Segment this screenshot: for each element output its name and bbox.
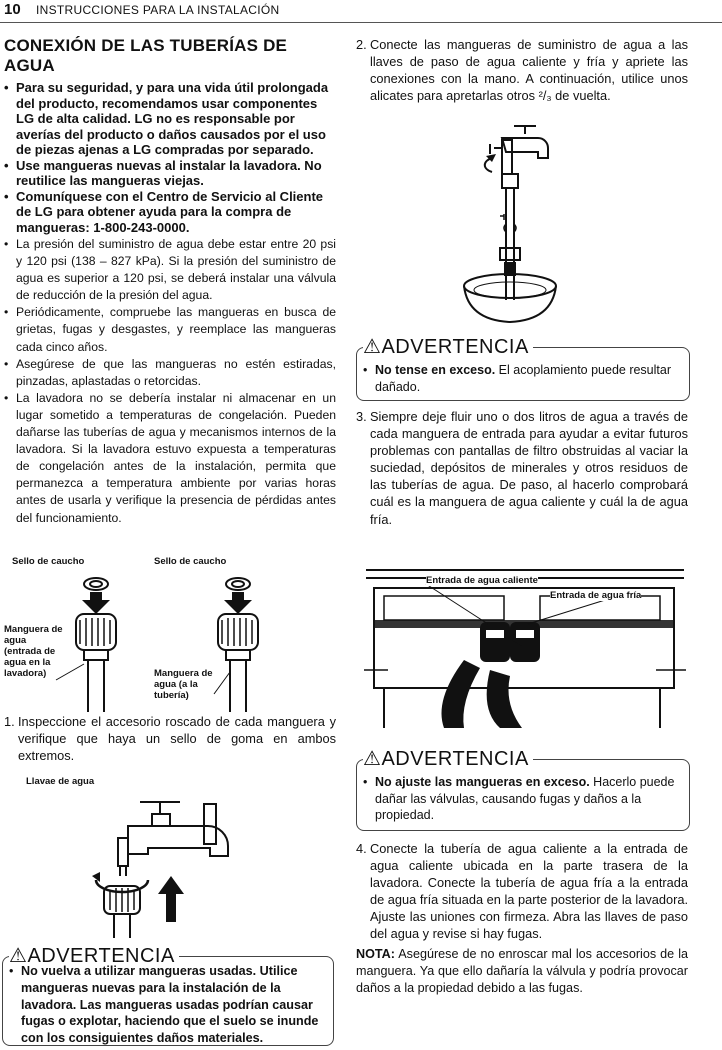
bold-bullet-list xyxy=(4,80,336,235)
bullet-pressure: • La presión del suministro de agua debe estar entre 20 psi y 120 psi (138 – 827 kPa). Si la presión del suministro de agua es superior a 120 psi, se deberá instalar una válvula de reducción de la presión del agua. xyxy=(4,236,336,304)
page-header xyxy=(0,0,722,23)
label-hot-inlet: Entrada de agua caliente xyxy=(426,575,538,586)
label-hose-right: Manguera de agua (a la tubería) xyxy=(154,668,213,701)
note-text: Asegúrese de no enroscar mal los accesorios de la manguera. Ya que ello dañaría la válvula y podría provocar daños a la propiedad debido a las fugas. xyxy=(356,947,688,995)
warning-box-1 xyxy=(2,945,334,1046)
hose-seals-illustration xyxy=(0,552,340,712)
label-cold-inlet: Entrada de agua fría xyxy=(550,590,642,601)
figure-faucet xyxy=(0,768,340,938)
step-4 xyxy=(356,840,688,943)
note-label: NOTA: xyxy=(356,947,395,961)
header-title: INSTRUCCIONES PARA LA INSTALACIÓN xyxy=(36,3,280,17)
step-1-text: Inspeccione el accesorio roscado de cada manguera y verifique que haya un sello de goma en ambos extremos. xyxy=(18,714,336,764)
step-2 xyxy=(356,36,688,104)
warning-box-3 xyxy=(356,748,690,831)
bullet-new-hoses: • Use mangueras nuevas al instalar la lavadora. No reutilice las mangueras viejas. xyxy=(4,158,336,189)
regular-bullet-list xyxy=(4,236,336,527)
bullet-freezing: • La lavadora no se debería instalar ni almacenar en un lugar sometido a temperaturas de congelación. Pueden dañarse las tuberías de agua y mecanismos internos de la lavadora. Si la lavadora estuvo expuesta a temperaturas de congelación antes de la instalación, permita que permanezca a temperatura ambiente por varias horas antes de usarla y verifique la presencia de pérdidas antes del funcionamiento. xyxy=(4,390,336,527)
step-1-number: 1. xyxy=(4,714,15,729)
warning-2-title: ⚠ADVERTENCIA xyxy=(363,334,533,359)
warning-1-text: • No vuelva a utilizar mangueras usadas. Utilice mangueras nuevas para la instalación de la lavadora. Las mangueras usadas podrían causar fugas o explotar, haciendo que el suelo se inunde con los consiguientes daños materiales. xyxy=(9,963,327,1047)
note xyxy=(356,946,688,996)
warning-box-2 xyxy=(356,336,690,401)
step-3-number: 3. xyxy=(356,409,367,424)
warning-3-title: ⚠ADVERTENCIA xyxy=(363,746,533,771)
figure-washer-inlets xyxy=(360,560,690,728)
warning-3-text: • No ajuste las mangueras en exceso. Hacerlo puede dañar las válvulas, causando fugas y daños a la propiedad. xyxy=(363,774,683,824)
bullet-no-kinks: • Asegúrese de que las mangueras no estén estiradas, pinzadas, aplastadas o retorcidas. xyxy=(4,356,336,390)
step-1 xyxy=(4,713,336,764)
faucet-bucket-illustration xyxy=(440,118,640,328)
bullet-inspect-hoses: • Periódicamente, compruebe las mangueras en busca de grietas, fugas y desgastes, y reemplace las mangueras cada cinco años. xyxy=(4,304,336,355)
step-3-text: Siempre deje fluir uno o dos litros de agua a través de cada manguera de entrada para ayudar a evitar futuros problemas con pantallas de filtro obstruidas al vaciar la suciedad, depósitos de minerales y otros residuos de las tuberías de agua. De paso, al hacerlo comprobará cuál es la manguera de agua caliente y cuál la de agua fría. xyxy=(370,409,688,527)
step-4-number: 4. xyxy=(356,841,367,856)
page-number: 10 xyxy=(4,1,21,18)
bullet-service-center: • Comuníquese con el Centro de Servicio al Cliente de LG para obtener ayuda para la compra de mangueras: 1-800-243-0000. xyxy=(4,189,336,236)
faucet-illustration xyxy=(0,768,340,938)
bullet-quality-parts: • Para su seguridad, y para una vida útil prolongada del producto, recomendamos usar componentes LG de alta calidad. LG no es responsable por averías del producto o daños causados por el uso de piezas ajenas a LG compradas por separado. xyxy=(4,80,336,158)
step-4-text: Conecte la tubería de agua caliente a la entrada de agua caliente ubicada en la parte trasera de la lavadora. Conecte la tubería de agua fría a la entrada de agua fría situada en la parte posterior de la lavadora. Ajuste las uniones con firmeza. Abra las llaves de paso del agua y revise si hay fugas. xyxy=(370,841,688,942)
section-title: CONEXIÓN DE LAS TUBERÍAS DE AGUA xyxy=(4,36,288,75)
warning-2-text: • No tense en exceso. El acoplamiento puede resultar dañado. xyxy=(363,362,683,395)
left-column xyxy=(4,36,336,527)
label-seal-right: Sello de caucho xyxy=(154,556,227,567)
label-hose-left: Manguera de agua (entrada de agua en la lavadora) xyxy=(4,624,63,679)
step-3 xyxy=(356,408,688,528)
step-2-number: 2. xyxy=(356,37,367,52)
label-faucet: Llavae de agua xyxy=(26,776,95,787)
label-seal-left: Sello de caucho xyxy=(12,556,85,567)
step-2-text: Conecte las mangueras de suministro de agua a las llaves de paso de agua caliente y fría y apriete las conexiones con la mano. A continuación, utilice unos alicates para apretarlas otros ²/₃ de vuelta. xyxy=(370,37,688,104)
figure-hose-seals xyxy=(0,552,340,712)
warning-1-title: ⚠ADVERTENCIA xyxy=(9,943,179,968)
